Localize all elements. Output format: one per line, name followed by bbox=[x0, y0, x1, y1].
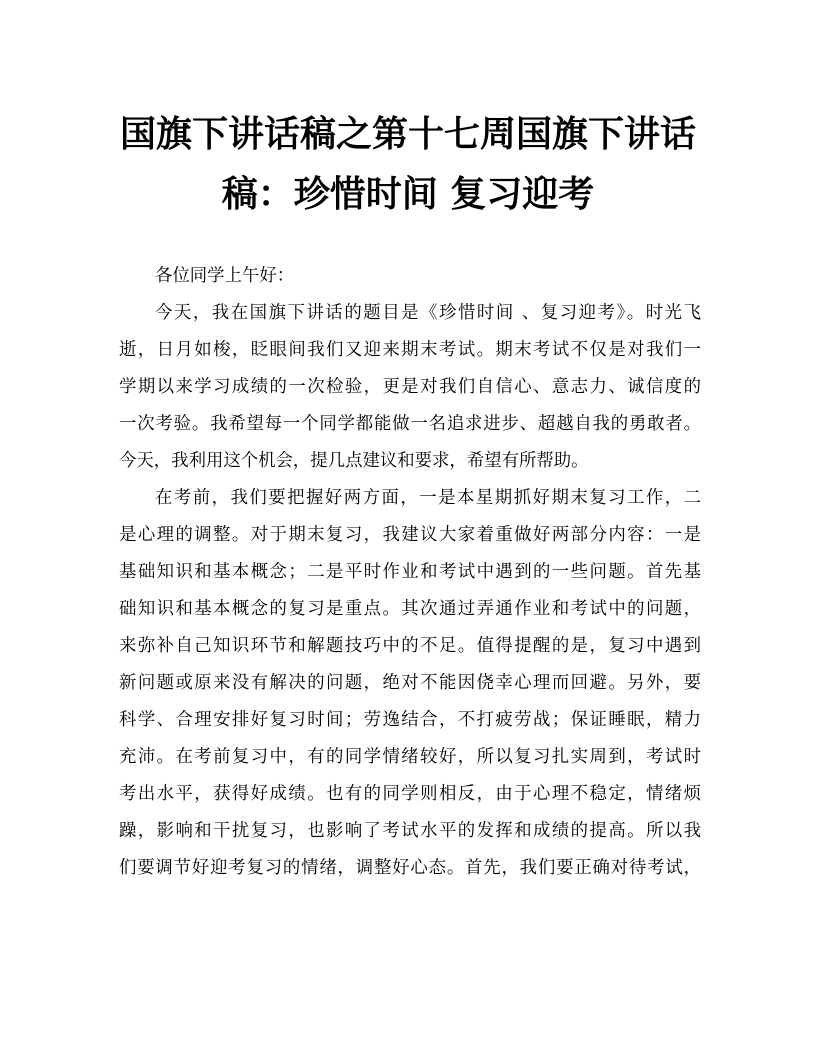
body-line-1: 今天，我在国旗下讲话的题目是《珍惜时间 、复习迎考》。时光飞 bbox=[155, 303, 701, 323]
body-line-2: 逝，日月如梭，眨眼间我们又迎来期末考试。期末考试不仅是对我们一 bbox=[119, 340, 701, 360]
document-title-line-1: 国旗下讲话稿之第十七周国旗下讲话 bbox=[119, 113, 696, 155]
greeting-line: 各位同学上午好： bbox=[155, 266, 295, 286]
body-line-14: 考出水平，获得好成绩。也有的同学则相反，由于心理不稳定，情绪烦 bbox=[119, 784, 701, 804]
document-title-line-2: 稿：珍惜时间 复习迎考 bbox=[221, 173, 595, 215]
body-line-10: 来弥补自己知识环节和解题技巧中的不足。值得提醒的是，复习中遇到 bbox=[119, 636, 701, 656]
body-line-4: 一次考验。我希望每一个同学都能做一名追求进步、超越自我的勇敢者。 bbox=[119, 414, 701, 434]
document-body bbox=[119, 258, 701, 887]
body-line-7: 是心理的调整。对于期末复习，我建议大家着重做好两部分内容：一是 bbox=[119, 525, 701, 545]
body-line-6: 在考前，我们要把握好两方面，一是本星期抓好期末复习工作，二 bbox=[155, 488, 701, 508]
body-line-11: 新问题或原来没有解决的问题，绝对不能因侥幸心理而回避。另外，要 bbox=[119, 673, 701, 693]
body-line-9: 础知识和基本概念的复习是重点。其次通过弄通作业和考试中的问题， bbox=[119, 599, 701, 619]
body-line-3: 学期以来学习成绩的一次检验，更是对我们自信心、意志力、诚信度的 bbox=[119, 377, 701, 397]
body-line-16: 们要调节好迎考复习的情绪，调整好心态。首先，我们要正确对待考试， bbox=[119, 858, 701, 878]
body-line-5: 今天，我利用这个机会，提几点建议和要求，希望有所帮助。 bbox=[119, 451, 589, 471]
body-line-12: 科学、合理安排好复习时间；劳逸结合，不打疲劳战；保证睡眠，精力 bbox=[119, 710, 701, 730]
body-line-13: 充沛。在考前复习中，有的同学情绪较好，所以复习扎实周到，考试时 bbox=[119, 747, 701, 767]
body-line-15: 躁，影响和干扰复习，也影响了考试水平的发挥和成绩的提高。所以我 bbox=[119, 821, 701, 841]
body-line-8: 基础知识和基本概念；二是平时作业和考试中遇到的一些问题。首先基 bbox=[119, 562, 701, 582]
